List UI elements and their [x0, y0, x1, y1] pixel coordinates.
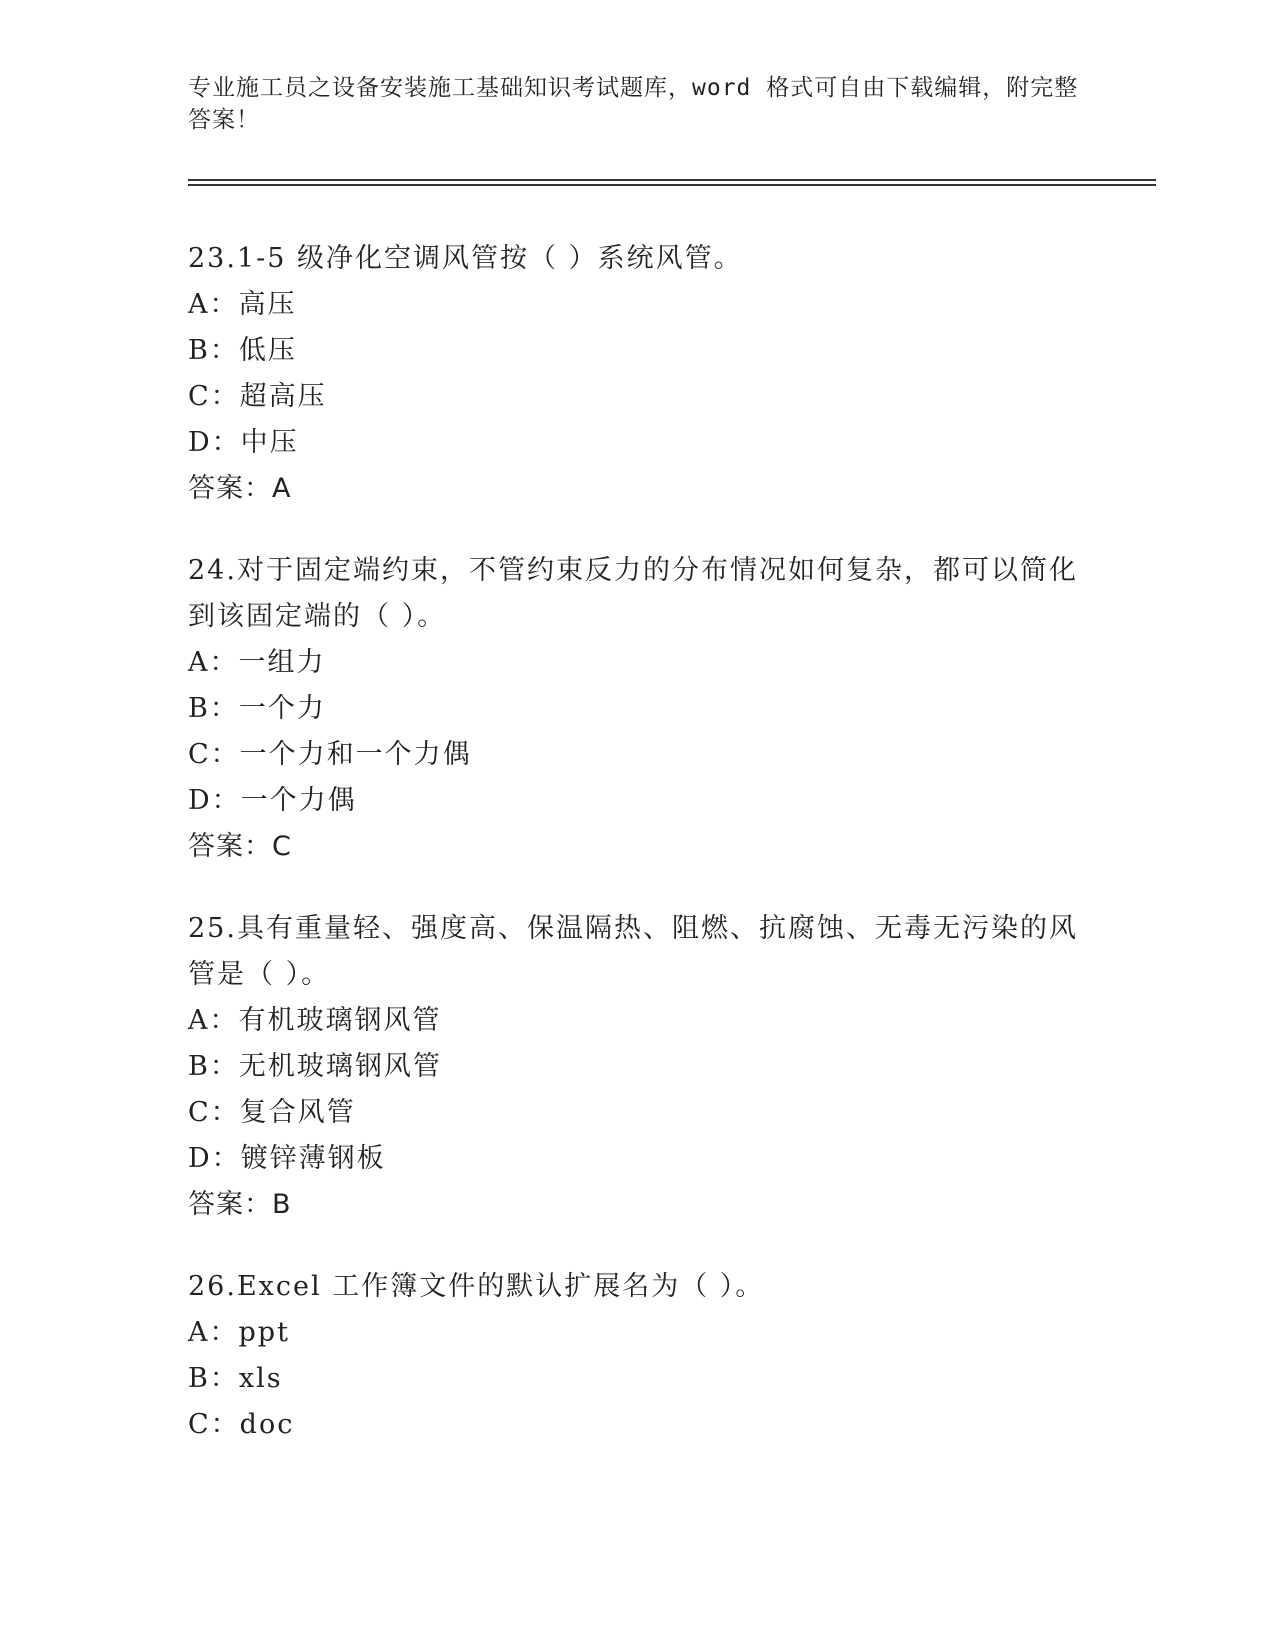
header-divider-top — [188, 179, 1156, 181]
option-key: C： — [188, 739, 240, 770]
question-stem: 26.Excel 工作簿文件的默认扩展名为（ ）。 — [188, 1271, 765, 1302]
option-key: B： — [188, 1363, 239, 1394]
option-text: 一个力偶 — [240, 785, 357, 816]
question-24 — [188, 548, 1088, 870]
option-key: C： — [188, 381, 240, 412]
option-text: xls — [238, 1363, 283, 1394]
option-a — [188, 282, 1088, 328]
option-a — [188, 640, 1088, 686]
header-divider-bottom — [188, 184, 1156, 186]
option-key: C： — [188, 1097, 240, 1128]
option-b — [188, 1356, 1088, 1402]
question-25 — [188, 906, 1088, 1228]
option-key: D： — [188, 427, 241, 458]
option-c — [188, 732, 1088, 778]
option-text: 低压 — [238, 335, 297, 366]
option-key: B： — [188, 335, 239, 366]
header-text: 专业施工员之设备安装施工基础知识考试题库，word 格式可自由下载编辑，附完整答案！ — [188, 75, 1079, 133]
option-d — [188, 1136, 1088, 1182]
option-text: ppt — [238, 1317, 290, 1348]
question-stem: 23.1-5 级净化空调风管按（ ）系统风管。 — [188, 243, 743, 274]
option-text: 一个力 — [238, 693, 326, 724]
question-26 — [188, 1264, 1088, 1448]
option-key: B： — [188, 693, 239, 724]
option-key: A： — [188, 289, 239, 320]
option-a — [188, 1310, 1088, 1356]
option-text: 高压 — [238, 289, 297, 320]
option-key: A： — [188, 647, 239, 678]
option-key: A： — [188, 1005, 239, 1036]
option-b — [188, 328, 1088, 374]
option-b — [188, 686, 1088, 732]
option-text: 中压 — [240, 427, 299, 458]
option-key: D： — [188, 785, 241, 816]
option-text: 复合风管 — [239, 1097, 356, 1128]
option-d — [188, 778, 1088, 824]
question-stem: 25.具有重量轻、强度高、保温隔热、阻燃、抗腐蚀、无毒无污染的风管是（ ）。 — [188, 913, 1078, 990]
option-key: D： — [188, 1143, 241, 1174]
answer-line: 答案：A — [188, 473, 292, 504]
option-b — [188, 1044, 1088, 1090]
document-header — [188, 72, 1088, 136]
question-23 — [188, 236, 1088, 512]
option-key: A： — [188, 1317, 239, 1348]
answer-line: 答案：B — [188, 1189, 292, 1220]
option-text: doc — [239, 1409, 295, 1440]
option-text: 有机玻璃钢风管 — [238, 1005, 442, 1036]
option-c — [188, 374, 1088, 420]
option-text: 无机玻璃钢风管 — [238, 1051, 442, 1082]
question-stem: 24.对于固定端约束，不管约束反力的分布情况如何复杂，都可以简化到该固定端的（ ）。 — [188, 555, 1078, 632]
option-text: 镀锌薄钢板 — [240, 1143, 386, 1174]
option-key: B： — [188, 1051, 239, 1082]
question-list — [188, 236, 1088, 1484]
option-key: C： — [188, 1409, 240, 1440]
option-d — [188, 420, 1088, 466]
answer-line: 答案：C — [188, 831, 292, 862]
option-text: 一组力 — [238, 647, 326, 678]
option-a — [188, 998, 1088, 1044]
option-c — [188, 1090, 1088, 1136]
option-text: 超高压 — [239, 381, 327, 412]
option-text: 一个力和一个力偶 — [239, 739, 472, 770]
option-c — [188, 1402, 1088, 1448]
